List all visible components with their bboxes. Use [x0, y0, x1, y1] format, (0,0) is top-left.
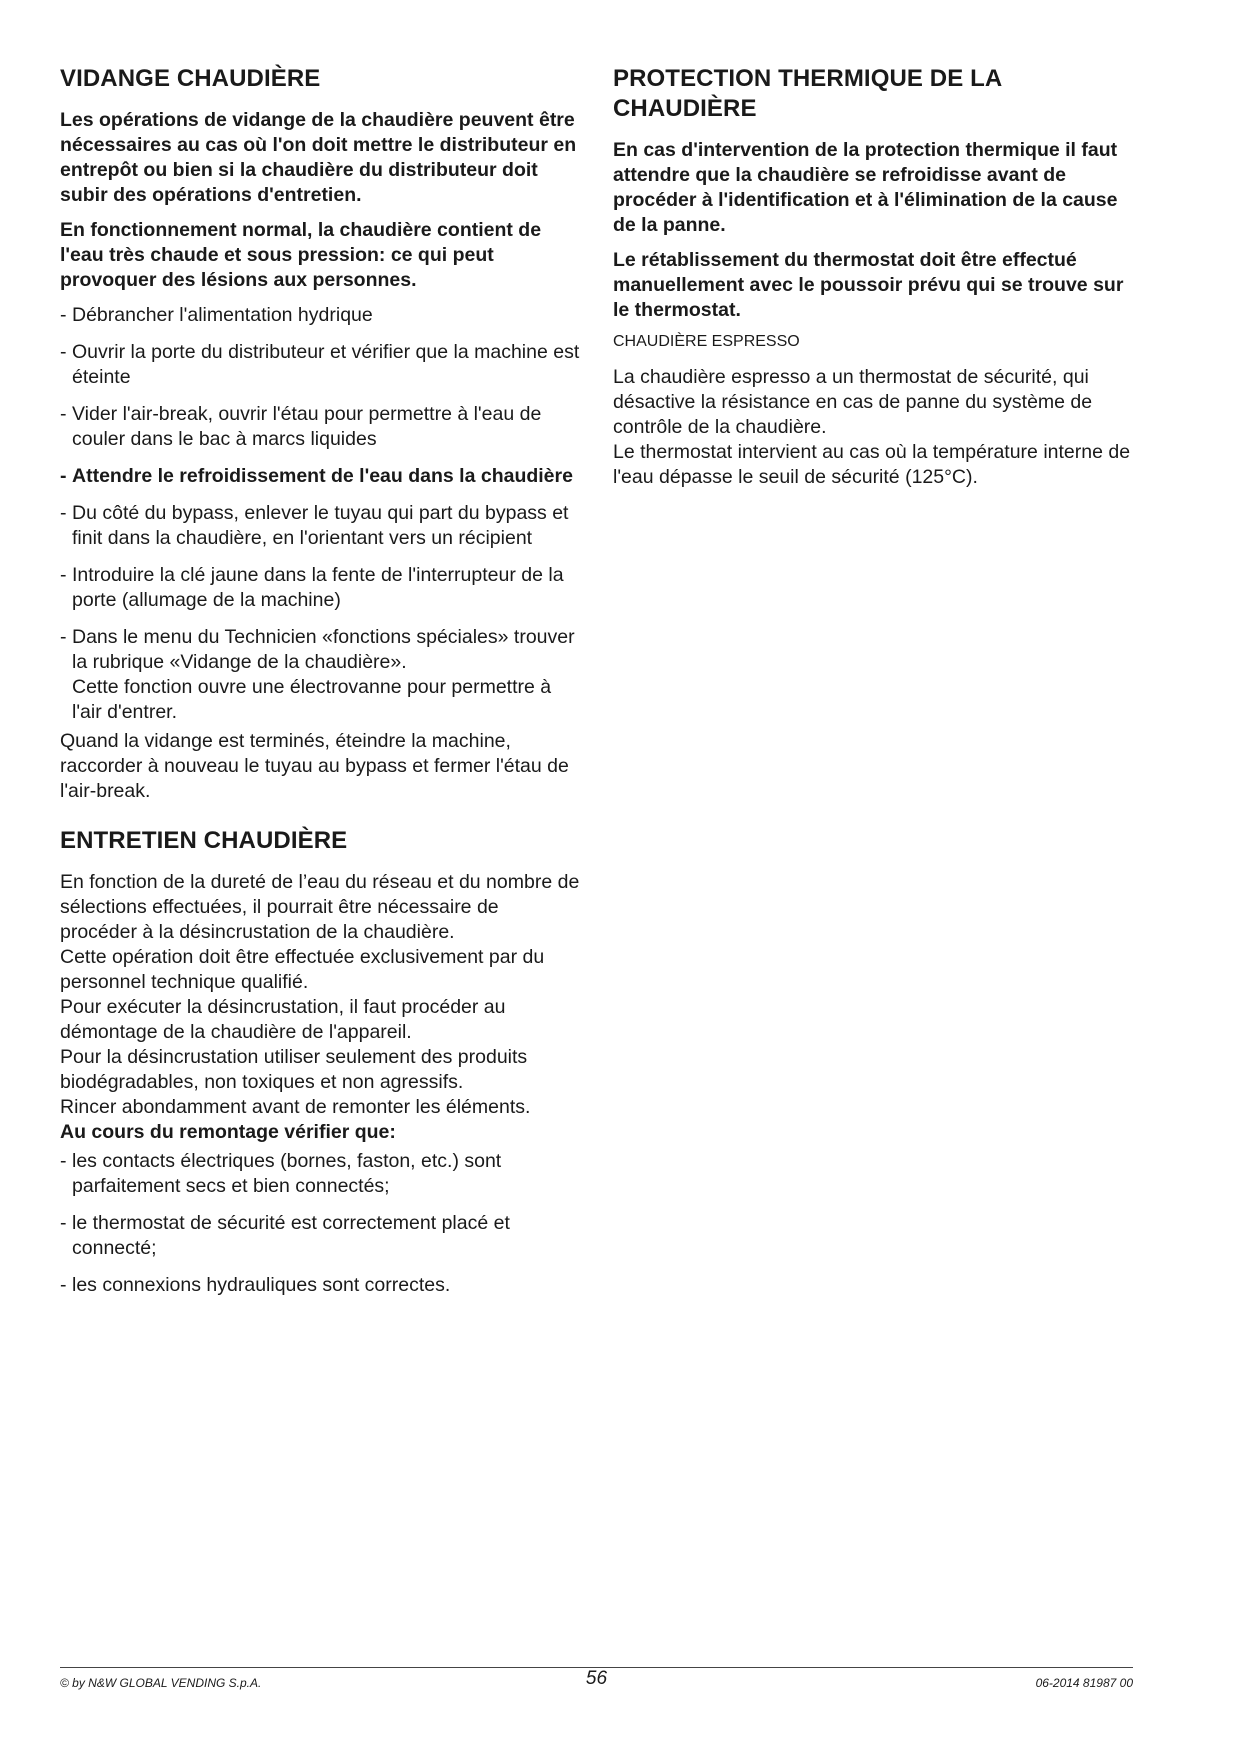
entretien-p2: Cette opération doit être effectuée exclusivement par du personnel technique qualifié. — [60, 946, 545, 993]
right-column — [613, 64, 1133, 490]
vidange-closing: Quand la vidange est terminés, éteindre la machine, raccorder à nouveau le tuyau au bypass et fermer l'étau de l'air-break. — [60, 730, 569, 802]
vidange-step — [60, 625, 580, 725]
vidange-step: - Vider l'air-break, ouvrir l'étau pour permettre à l'eau de couler dans le bac à marcs liquides — [60, 402, 580, 452]
vidange-steps — [60, 303, 580, 725]
espresso-body — [613, 365, 1133, 490]
entretien-p3: Pour exécuter la désincrustation, il faut procéder au démontage de la chaudière de l'appareil. — [60, 996, 506, 1043]
entretien-check: - les contacts électriques (bornes, faston, etc.) sont parfaitement secs et bien connectés; — [60, 1149, 580, 1199]
entretien-check: - le thermostat de sécurité est correctement placé et connecté; — [60, 1211, 580, 1261]
entretien-check-title: Au cours du remontage vérifier que: — [60, 1121, 396, 1143]
entretien-check: - les connexions hydrauliques sont correctes. — [60, 1273, 580, 1298]
vidange-title: VIDANGE CHAUDIÈRE — [60, 65, 321, 92]
vidange-intro-2: En fonctionnement normal, la chaudière contient de l'eau très chaude et sous pression: ce qui peut provoquer des lésions aux personnes. — [60, 219, 542, 291]
entretien-p5: Rincer abondamment avant de remonter les éléments. — [60, 1096, 531, 1118]
vidange-intro-1: Les opérations de vidange de la chaudière peuvent être nécessaires au cas où l'on doit mettre le distributeur en entrepôt ou bien si la chaudière du distributeur doit subir des opérations d'entretien. — [60, 109, 577, 206]
entretien-title: ENTRETIEN CHAUDIÈRE — [60, 827, 348, 854]
entretien-p1: En fonction de la dureté de l’eau du réseau et du nombre de sélections effectuées, il pourrait être nécessaire de procéder à la désincrustation de la chaudière. — [60, 871, 580, 943]
page-number: 56 — [585, 1668, 608, 1689]
vidange-step: - Débrancher l'alimentation hydrique — [60, 303, 580, 328]
entretien-body — [60, 870, 580, 1145]
left-column — [60, 64, 580, 1310]
vidange-step-text: Dans le menu du Technicien «fonctions spéciales» trouver la rubrique «Vidange de la chaudière». — [72, 626, 575, 673]
entretien-p4: Pour la désincrustation utiliser seulement des produits biodégradables, non toxiques et non agressifs. — [60, 1046, 528, 1093]
protection-title: PROTECTION THERMIQUE DE LA CHAUDIÈRE — [613, 65, 1002, 122]
espresso-p2: Le thermostat intervient au cas où la température interne de l'eau dépasse le seuil de sécurité (125°C). — [613, 441, 1131, 488]
footer-reference: 06-2014 81987 00 — [1035, 1676, 1133, 1690]
espresso-subtitle: CHAUDIÈRE ESPRESSO — [613, 333, 800, 350]
protection-p2: Le rétablissement du thermostat doit être effectué manuellement avec le poussoir prévu qui se trouve sur le thermostat. — [613, 249, 1124, 321]
vidange-step-note: Cette fonction ouvre une électrovanne pour permettre à l'air d'entrer. — [72, 676, 552, 723]
vidange-step: - Ouvrir la porte du distributeur et vérifier que la machine est éteinte — [60, 340, 580, 390]
page-footer — [60, 1667, 1133, 1696]
vidange-step: - Introduire la clé jaune dans la fente de l'interrupteur de la porte (allumage de la machine) — [60, 563, 580, 613]
vidange-step: - Attendre le refroidissement de l'eau dans la chaudière — [60, 464, 580, 489]
vidange-step: - Du côté du bypass, enlever le tuyau qui part du bypass et finit dans la chaudière, en l'orientant vers un récipient — [60, 501, 580, 551]
footer-copyright: © by N&W GLOBAL VENDING S.p.A. — [60, 1676, 262, 1690]
protection-p1: En cas d'intervention de la protection thermique il faut attendre que la chaudière se refroidisse avant de procéder à l'identification et à l'élimination de la cause de la panne. — [613, 139, 1118, 236]
espresso-p1: La chaudière espresso a un thermostat de sécurité, qui désactive la résistance en cas de panne du système de contrôle de la chaudière. — [613, 366, 1093, 438]
entretien-checks — [60, 1149, 580, 1298]
